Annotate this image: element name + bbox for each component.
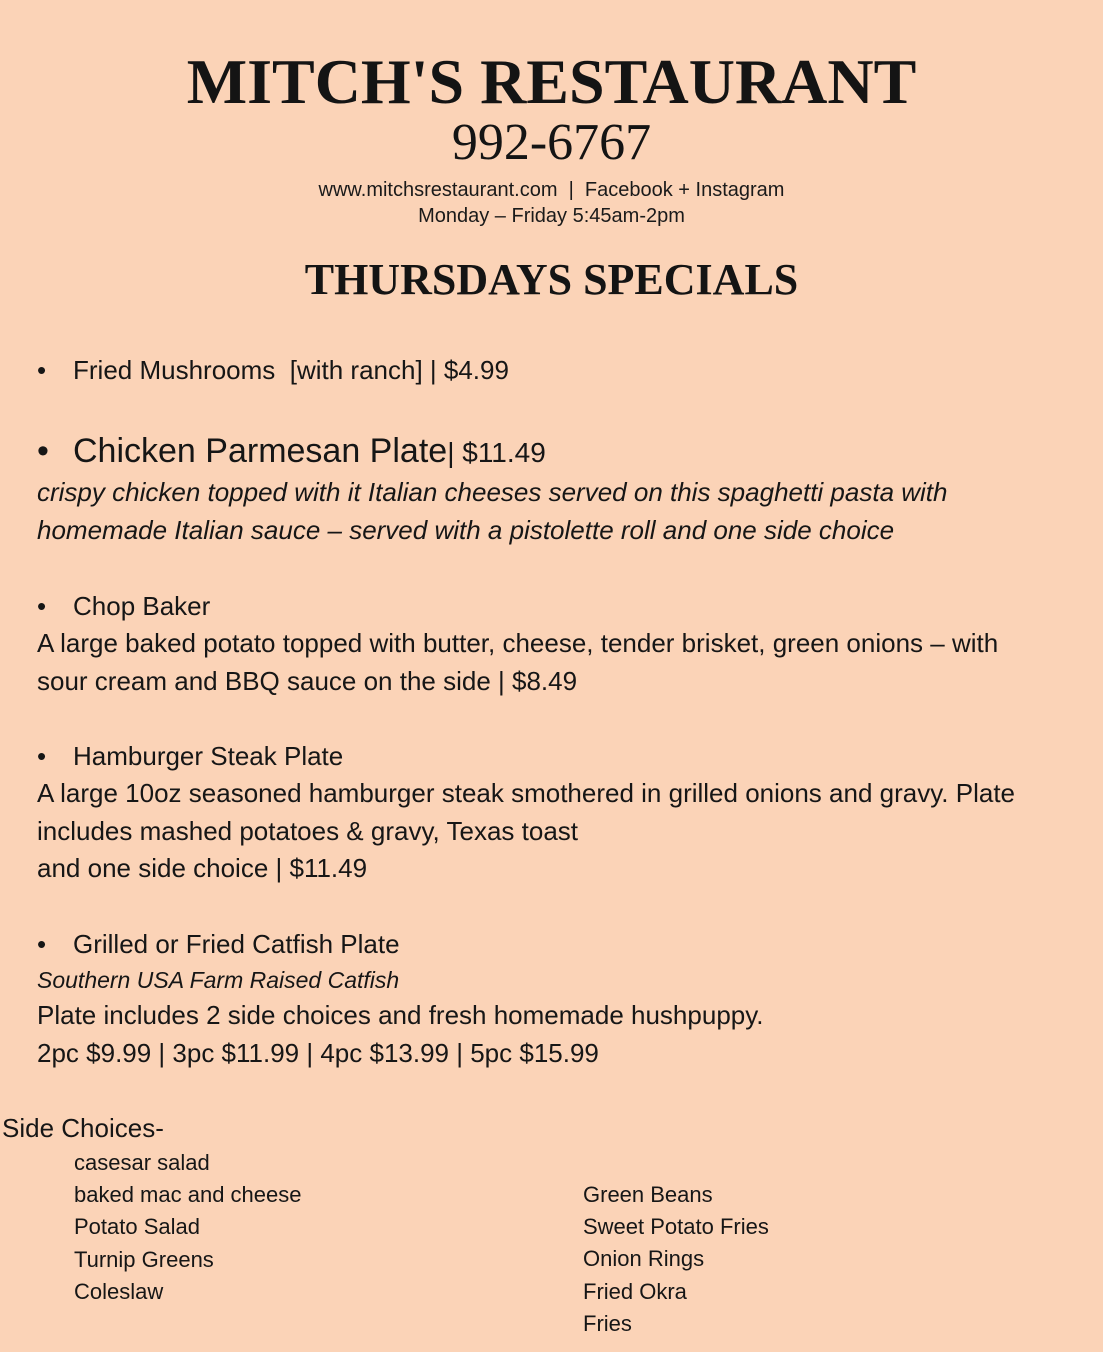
restaurant-name: MITCH'S RESTAURANT <box>186 46 917 117</box>
item-name: • Chop Baker <box>0 588 1103 625</box>
side-choice: Turnip Greens <box>74 1246 214 1272</box>
side-choice: Potato Salad <box>74 1214 200 1240</box>
side-choice: Coleslaw <box>74 1278 164 1304</box>
side-choice: Fried Okra <box>583 1278 687 1304</box>
item-name: • Grilled or Fried Catfish Plate <box>0 926 1103 963</box>
item-subtitle: Southern USA Farm Raised Catfish <box>37 967 400 993</box>
menu-item-fried-mushrooms <box>0 352 1103 389</box>
side-choices-heading: Side Choices- <box>2 1113 164 1143</box>
side-choice: Onion Rings <box>583 1246 705 1272</box>
side-choice: Fries <box>583 1310 632 1336</box>
item-name: Chicken Parmesan Plate <box>73 432 448 470</box>
item-name: • Fried Mushrooms [with ranch] | $4.99 <box>0 352 1103 389</box>
item-description <box>0 625 1103 700</box>
description-line: includes mashed potatoes & gravy, Texas toast <box>37 815 579 846</box>
menu-item-hamburger-steak <box>0 738 1103 888</box>
item-description <box>0 775 1103 888</box>
item-description <box>0 474 1103 549</box>
description-line: homemade Italian sauce – served with a pistolette roll and one side choice <box>37 514 895 545</box>
description-line: A large 10oz seasoned hamburger steak smothered in grilled onions and gravy. Plate <box>37 778 1015 808</box>
side-choice: casesar salad <box>74 1150 210 1175</box>
website-social-line: www.mitchsrestaurant.com | Facebook + Instagram <box>318 179 785 201</box>
side-choice: Green Beans <box>583 1182 713 1207</box>
description-line: sour cream and BBQ sauce on the side | $8.49 <box>37 665 578 696</box>
item-description <box>0 997 1103 1072</box>
item-name: • Hamburger Steak Plate <box>0 738 1103 775</box>
description-line: A large baked potato topped with butter, cheese, tender brisket, green onions – with <box>37 628 999 658</box>
description-line: Plate includes 2 side choices and fresh homemade hushpuppy. <box>37 1000 764 1030</box>
side-choices-right-column <box>583 1179 769 1340</box>
menu-item-chicken-parmesan <box>0 429 1103 549</box>
business-hours: Monday – Friday 5:45am-2pm <box>418 205 685 227</box>
item-name-line <box>0 429 1103 475</box>
description-line: crispy chicken topped with it Italian cheeses served on this spaghetti pasta with <box>37 477 948 507</box>
specials-heading: THURSDAYS SPECIALS <box>304 255 799 304</box>
phone-number: 992-6767 <box>451 114 652 171</box>
side-choice: baked mac and cheese <box>74 1182 302 1208</box>
menu-item-chop-baker <box>0 588 1103 700</box>
menu-item-catfish-plate <box>0 926 1103 1072</box>
side-choices-left-column <box>74 1147 302 1308</box>
description-line: and one side choice | $11.49 <box>37 853 368 883</box>
item-price: | $11.49 <box>447 437 546 468</box>
contact-info <box>0 177 1103 229</box>
side-choice: Sweet Potato Fries <box>583 1214 769 1240</box>
description-line: 2pc $9.99 | 3pc $11.99 | 4pc $13.99 | 5pc $15.99 <box>37 1037 599 1068</box>
